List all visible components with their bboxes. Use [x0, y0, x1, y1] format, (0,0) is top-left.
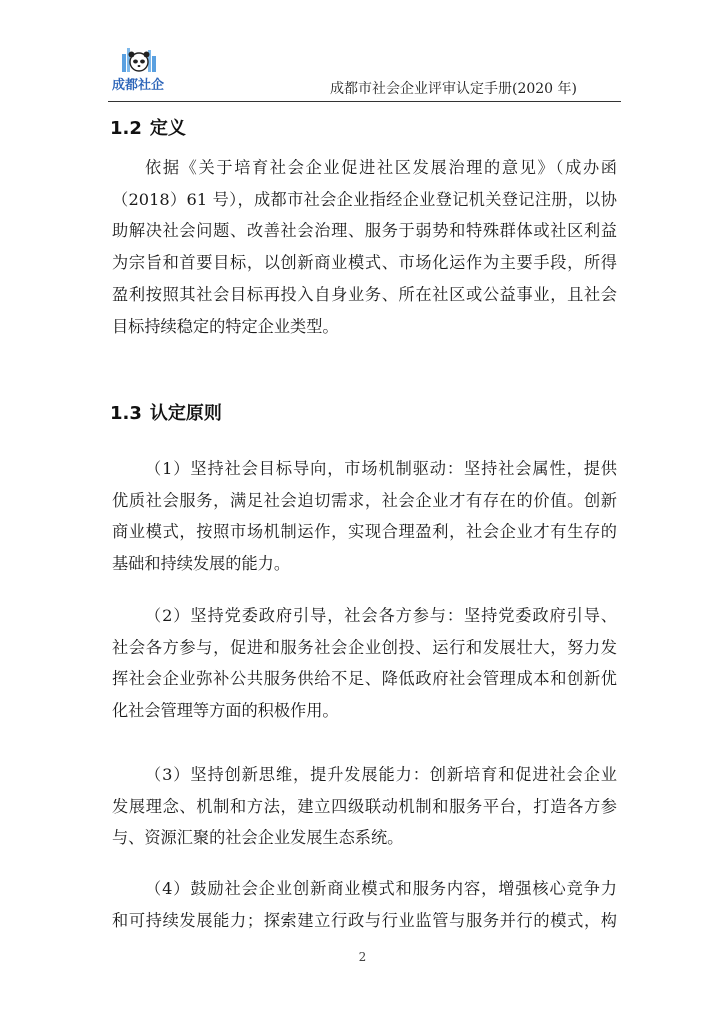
text-line: 助解决社会问题、改善社会治理、服务于弱势和特殊群体或社区利益	[112, 221, 617, 241]
text-line: 为宗旨和首要目标，以创新商业模式、市场化运作为主要手段，所得	[112, 253, 617, 273]
text-line: 商业模式，按照市场机制运作，实现合理盈利，社会企业才有生存的	[112, 522, 617, 542]
paragraph	[112, 152, 617, 342]
document-header-title: 成都市社会企业评审认定手册(2020 年)	[330, 81, 578, 97]
text-line: （2）坚持党委政府引导，社会各方参与：坚持党委政府引导、	[145, 606, 617, 625]
text-line: （3）坚持创新思维，提升发展能力：创新培育和促进社会企业	[145, 765, 617, 784]
paragraph	[112, 759, 617, 854]
text-line: 发展理念、机制和方法，建立四级联动机制和服务平台，打造各方参	[112, 796, 617, 816]
text-line: 社会各方参与，促进和服务社会企业创投、运行和发展壮大，努力发	[112, 637, 617, 657]
text-line: （1）坚持社会目标导向，市场机制驱动：坚持社会属性，提供	[145, 459, 617, 478]
header-divider	[108, 101, 621, 102]
text-line: 挥社会企业弥补公共服务供给不足、降低政府社会管理成本和创新优	[112, 669, 617, 689]
chengdu-social-enterprise-logo	[108, 44, 168, 94]
section-number: 1.3	[110, 403, 142, 424]
text-line: 基础和持续发展的能力。	[112, 554, 291, 574]
text-line: 目标持续稳定的特定企业类型。	[112, 316, 339, 336]
section-heading	[110, 399, 222, 425]
text-line: （2018）61 号），成都市社会企业指经企业登记机关登记注册，以协	[112, 189, 617, 209]
text-line: 化社会管理等方面的积极作用。	[112, 701, 339, 721]
panda-skyline-icon	[108, 44, 168, 76]
paragraph	[112, 600, 617, 727]
text-line: 和可持续发展能力；探索建立行政与行业监管与服务并行的模式，构	[112, 910, 617, 930]
text-line: 盈利按照其社会目标再投入自身业务、所在社区或公益事业，且社会	[112, 284, 617, 304]
paragraph	[112, 453, 617, 580]
section-number: 1.2	[110, 118, 142, 139]
paragraph	[112, 873, 617, 936]
section-heading	[110, 114, 186, 140]
text-line: （4）鼓励社会企业创新商业模式和服务内容，增强核心竞争力	[145, 879, 617, 898]
page-number: 2	[358, 950, 367, 964]
logo-text: 成都社企	[111, 78, 164, 93]
text-line: 依据《关于培育社会企业促进社区发展治理的意见》（成办函	[145, 158, 617, 177]
text-line: 与、资源汇聚的社会企业发展生态系统。	[112, 828, 404, 848]
text-line: 优质社会服务，满足社会迫切需求，社会企业才有存在的价值。创新	[112, 490, 617, 510]
section-title: 定义	[149, 118, 186, 139]
section-title: 认定原则	[149, 403, 222, 424]
